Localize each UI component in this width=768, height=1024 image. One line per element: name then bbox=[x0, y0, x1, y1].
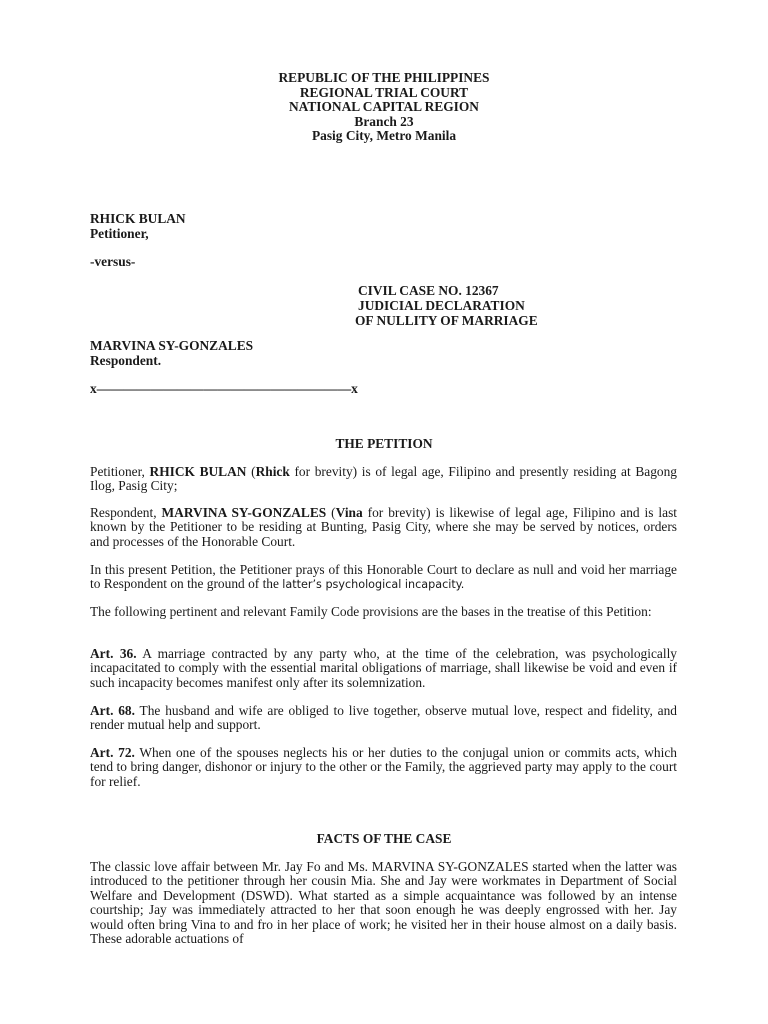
petitioner-role: Petitioner, bbox=[90, 225, 149, 241]
provisions-intro: The following pertinent and relevant Family Code provisions are the bases in the treatise of this Petition: bbox=[90, 604, 652, 619]
petitioner-alias: Rhick bbox=[255, 464, 290, 479]
respondent-name-bold: MARVINA SY-GONZALES bbox=[161, 505, 327, 520]
petition-heading: THE PETITION bbox=[335, 436, 433, 451]
case-title-line2: OF NULLITY OF MARRIAGE bbox=[355, 313, 538, 328]
incapacity-phrase: latter’s psychological incapacity. bbox=[282, 578, 465, 592]
court-name: REGIONAL TRIAL COURT bbox=[299, 84, 469, 100]
respondent-alias: Vina bbox=[335, 505, 363, 520]
prayer-paragraph: In this present Petition, the Petitioner prays of this Honorable Court to declare as null and void her marriage to Respondent on the ground of the latter’s psychological incapacity. bbox=[90, 562, 677, 592]
court-country: REPUBLIC OF THE PHILIPPINES bbox=[278, 70, 490, 85]
petitioner-name: RHICK BULAN bbox=[90, 211, 186, 226]
petitioner-block bbox=[90, 212, 186, 241]
respondent-paragraph: Respondent, MARVINA SY-GONZALES (Vina for brevity) is likewise of legal age, Filipino and is last known by the Petitioner to be residing at Bunting, Pasig City, where she may be served by notices, orders and processes of the Honorable Court. bbox=[90, 505, 678, 549]
article-68-label: Art. 68. bbox=[90, 703, 135, 718]
petitioner-paragraph: Petitioner, RHICK BULAN (Rhick for brevity) is of legal age, Filipino and presently residing at Bagong Ilog, Pasig City; bbox=[90, 464, 677, 494]
article-36: Art. 36. A marriage contracted by any party who, at the time of the celebration, was psychologically incapacitated to comply with the essential marital obligations of marriage, shall likewise be void and even if such incapacity becomes manifest only after its solemnization. bbox=[90, 646, 677, 690]
court-header bbox=[0, 71, 768, 144]
facts-paragraph: The classic love affair between Mr. Jay Fo and Ms. MARVINA SY-GONZALES started when the latter was introduced to the petitioner through her cousin Mia. She and Jay were workmates in Department of Social Welfare and Development (DSWD). What started as a simple acquaintance was followed by an intense courtship; Jay was immediately attracted to her that soon enough he was deeply engrossed with her. Jay would often bring Vina to and fro in her place of work; he visited her in their house almost on a daily basis. These adorable actuations of bbox=[90, 859, 677, 947]
respondent-role: Respondent. bbox=[90, 352, 162, 368]
article-36-label: Art. 36. bbox=[90, 646, 137, 661]
court-region: NATIONAL CAPITAL REGION bbox=[289, 99, 479, 114]
article-68: Art. 68. The husband and wife are obliged to live together, observe mutual love, respect and fidelity, and render mutual help and support. bbox=[90, 703, 677, 733]
case-title-line1: JUDICIAL DECLARATION bbox=[358, 298, 525, 313]
facts-heading: FACTS OF THE CASE bbox=[316, 831, 452, 846]
versus-label: -versus- bbox=[90, 254, 136, 269]
article-72-label: Art. 72. bbox=[90, 745, 135, 760]
caption-separator: x———————————————————x bbox=[90, 381, 358, 396]
petitioner-name-bold: RHICK BULAN bbox=[149, 464, 247, 479]
court-branch: Branch 23 bbox=[354, 113, 414, 129]
respondent-block bbox=[90, 339, 253, 368]
case-number: CIVIL CASE NO. 12367 bbox=[358, 283, 499, 298]
respondent-name: MARVINA SY-GONZALES bbox=[90, 338, 254, 353]
court-location: Pasig City, Metro Manila bbox=[311, 128, 457, 143]
case-caption bbox=[355, 283, 538, 328]
article-72: Art. 72. When one of the spouses neglects his or her duties to the conjugal union or commits acts, which tend to bring danger, dishonor or injury to the other or the Family, the aggrieved party may apply to the court for relief. bbox=[90, 745, 677, 789]
